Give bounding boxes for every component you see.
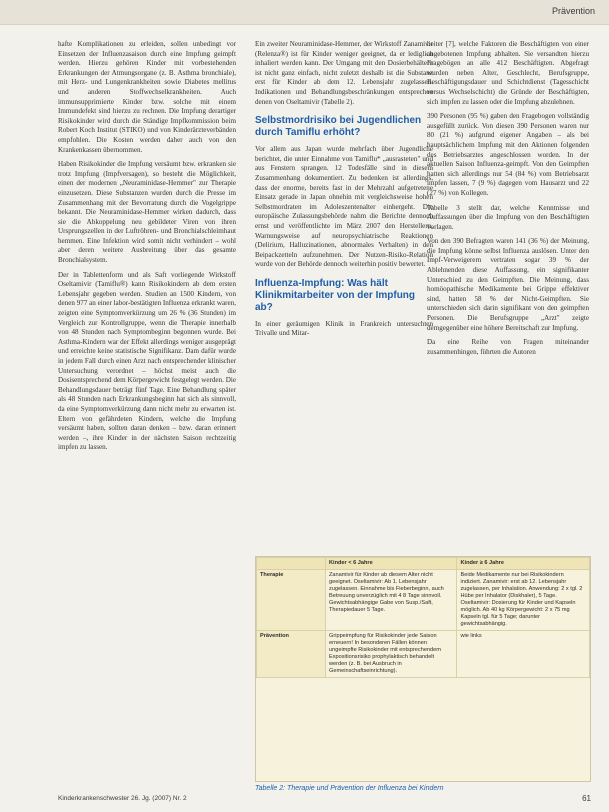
body-paragraph: Der in Tablettenform und als Saft vorliegende Wirkstoff Oseltamivir (Tamiflu®) kann Risikokindern ab dem ersten Lebensjahr gegeben werden. Studien an 1500 Kindern, von denen 977 an einer labor-bestätigten Influenza erkrankt waren, zeigten eine Symptomverkürzung um 26 % (36 Stunden) im Vergleich zur Kontrollgruppe, wenn die Therapie innerhalb von 48 Stunden nach Symptombeginn begonnen wurde. Bei Asthma-Kindern war der Effekt allerdings weniger ausgeprägt und erreichte keine statistische Signifikanz. Dam dafür wurde in jedem Fall durch einen Arzt nach entsprechender klinischer Untersuchung verordnet – höchst meist auch die Dosisentsprechend dem Körpergewicht festgelegt werden. Die Behandlungsdauer beträgt fünf Tage. Eine Behandlung später als 48 Stunden nach Erkrankungsbeginn hat sich als sinnvoll, da eine Symptomverkürzung dann nicht mehr zu erwarten ist. Eltern von gefährdeten Kindern, welche die Impfung versäumt haben, sollten daran denken – bzw. daran erinnert werden –, ihre Kinder in der nächsten Saison rechtzeitig impfen zu lassen. — [58, 270, 236, 452]
body-paragraph: Tabelle 3 stellt dar, welche Kenntnisse und Auffassungen über die Impfung von den Beschäftigten vorlagen. — [427, 203, 589, 231]
column-3 — [427, 40, 589, 405]
body-paragraph: In einer geräumigen Klinik in Frankreich untersuchten Trivalle und Mitar- — [255, 319, 433, 338]
table-cell: wie links — [457, 631, 590, 678]
body-paragraph: Ein zweiter Neuraminidase-Hemmer, der Wirkstoff Zanamivir (Relenza®) ist für Kinder weniger geeignet, da er lediglich inhaliert werden kann. Der Umgang mit den Dosierbehältern ist nicht ganz einfach, nicht zuletzt deshalb ist die Substanz erst für Kinder ab dem 12. Lebensjahr zugelassen. Indikationen und Behandlungsbeschränkungen entsprechen denen von Oseltamivir (Tabelle 2). — [255, 40, 433, 106]
body-paragraph: Von den 390 Befragten waren 141 (36 %) der Meinung, die Impfung könne selbst Influenza auslösen. Unter den Impf-Verweigerern vertraten sogar 39 % der Ablehnenden diese Auffassung, ein signifikanter Unterschied zu den Geimpften. Die Meinung, dass homöopathische Medikamente bei Grippe effektiver sind, hatten 58 % der Nicht-Geimpften. Sie unterschieden sich darin signifikant von den geimpften Personen. Die Berufsgruppe „Arzt" zeigte demgegenüber eine höhere Bereitschaft zur Impfung. — [427, 237, 589, 332]
row-label: Prävention — [257, 631, 326, 678]
table-header-row — [257, 558, 590, 570]
row-label: Therapie — [257, 570, 326, 631]
page-number: 61 — [582, 794, 591, 803]
body-paragraph: 390 Personen (95 %) gaben den Fragebogen vollständig ausgefüllt zurück. Von diesen 390 Personen waren nur 80 (21 %) aufgrund eigener Angaben – als bei hauptsächlichem Impfung mit den Aktionen folgenden des Betriebsarztes angeschlossen worden. In der aktuellen Saison Influenza-geimpft. Von den Geimpften hatten sich allerdings nur 54 (84 %) vom Betriebsarzt impfen lassen, 7 (9 %) dagegen vom Hausarzt und 22 (27 %) von Kollegen. — [427, 112, 589, 197]
body-paragraph: Da eine Reihe von Fragen miteinander zusammenhingen, führten die Autoren — [427, 338, 589, 356]
therapy-table-box — [255, 556, 591, 782]
body-paragraph: hafte Komplikationen zu erleiden, sollen unbedingt vor Einsetzen der Influenzasaison durch eine Impfung geimpft werden. Hierzu gehören Kinder mit vorbestehenden Erkrankungen der Atmungsorgane (z. B. Asthma bronchiale), mit Herz- und Lungenkrankheiten sowie Diabetes mellitus und anderen Stoffwechselkrankheiten. Auch immunsupprimierte Kinder bzw. solche mit einem Immundefekt sind hierzu zu rechnen. Die Impfung derartiger Risikokinder wird durch die Ständige Impfkommission beim Robert Koch Institut (STIKO) und von Kinderärzteverbänden empfohlen. Die Kosten werden daher auch von den Krankenkassen übernommen. — [58, 40, 236, 154]
table-row — [257, 570, 590, 631]
table-header-cell: Kinder < 6 Jahre — [326, 558, 457, 570]
journal-footer: Kinderkrankenschwester 26. Jg. (2007) Nr. 2 — [58, 795, 187, 802]
table-cell: Beide Medikamente nur bei Risikokindern indiziert. Zanamivir: erst ab 12. Lebensjahr zugelassen, per Inhalation. Anwendung: 2 x tgl. 2 Hübe per Inhalator (Diskhaler), 5 Tage. Oseltamivir: Dosierung für Kinder und Kapseln möglich. Ab 40 kg Körpergewicht: 2 x 75 mg Kapseln tgl. für 5 Tage; darunter gewichtsabhängig. — [457, 570, 590, 631]
column-1 — [58, 40, 236, 775]
body-paragraph: Haben Risikokinder die Impfung versäumt bzw. erkranken sie trotz Impfung (Impfversagen), so besteht die Möglichkeit, einen der modernen „Neuraminidase-Hemmer" zur Therapie einzusetzen. Diese Substanzen wurden durch die Presse im Zusammenhang mit der Bevorratung durch die Vogelgrippe bekannt. Die Neuraminidase-Hemmer wirken dadurch, dass sie die Abkoppelung neu gebildeter Viren von ihren Ursprungszellen in der Luftröhren- und Bronchialschleimhaut hemmen. Eine Infektion wird somit nicht verhindert – wohl aber deren weitere Ausbreitung über das gesamte Bronchialsystem. — [58, 160, 236, 265]
table-row — [257, 631, 590, 678]
column-2 — [255, 40, 433, 405]
table-header-cell — [257, 558, 326, 570]
table-header-cell: Kinder ≥ 6 Jahre — [457, 558, 590, 570]
therapy-table — [256, 557, 590, 678]
table-caption: Tabelle 2: Therapie und Prävention der Influenza bei Kindern — [255, 785, 444, 792]
table-cell: Zanamivir für Kinder ab diesem Alter nicht geeignet. Oseltamivir: Ab 1. Lebensjahr zugelassen. Einnahme bis Fieberbeginn, auch Betreuung unverzüglich mit 4 8 Tage sinnvoll. Gewichtsabhängige Gabe von Susp./Saft, Therapiedauer 5 Tage. — [326, 570, 457, 631]
section-heading: Selbstmordrisiko bei Jugendlichen durch Tamiflu erhöht? — [255, 115, 422, 139]
section-label: Prävention — [551, 6, 595, 16]
body-paragraph: Vor allem aus Japan wurde mehrfach über Jugendliche berichtet, die unter Einnahme von Tamiflu* „ausrasteten" und aus Fenstern sprangen. 12 Todesfälle sind in diesem Zusammenhang dokumentiert. Zu bedenken ist allerdings, dass der enorme, bereits fast in der Mehrzahl aufgetretene Einsatz gerade in Japan ohnehin mit vergleichsweise hohen Selbstmordraten im Adoleszentenalter einhergeht. Die europäische Zulassungsbehörde nahm die Berichte dennoch ernst und veröffentlichte im März 2007 den Herstellern, Warnungsweise auf neuropsychiatrische Reaktionen (Delirium, Halluzinationen, abnormales Verhalten) in den Beipackzetteln aufzunehmen. Der Nutzen-Risiko-Relation wurde von der Behörde dennoch weiterhin positiv bewertet. — [255, 145, 433, 269]
table-cell: Grippeimpfung für Risikokinder jede Saison erneuern! In besonderen Fällen können ungeimpfte Risikokinder mit entsprechendem Expositionsrisiko prophylaktisch behandelt werden (z. B. bei Ausbruch in Gemeinschaftseinrichtung). — [326, 631, 457, 678]
section-heading: Influenza-Impfung: Was hält Klinikmitarbeiter von der Impfung ab? — [255, 277, 416, 313]
body-paragraph: beiter [7], welche Faktoren die Beschäftigten von einer angebotenen Impfung abhalten. Sie versandten hierzu Fragebögen an alle 412 Beschäftigten. Abgefragt wurden neben Alter, Geschlecht, Berufsgruppe, Beschäftigungsdauer und Schichtdienst (Tagesschicht versus Wechselschicht) die Gründe der Beschäftigten, sich impfen zu lassen oder die Impfung abzulehnen. — [427, 40, 589, 106]
header-band — [0, 0, 609, 25]
